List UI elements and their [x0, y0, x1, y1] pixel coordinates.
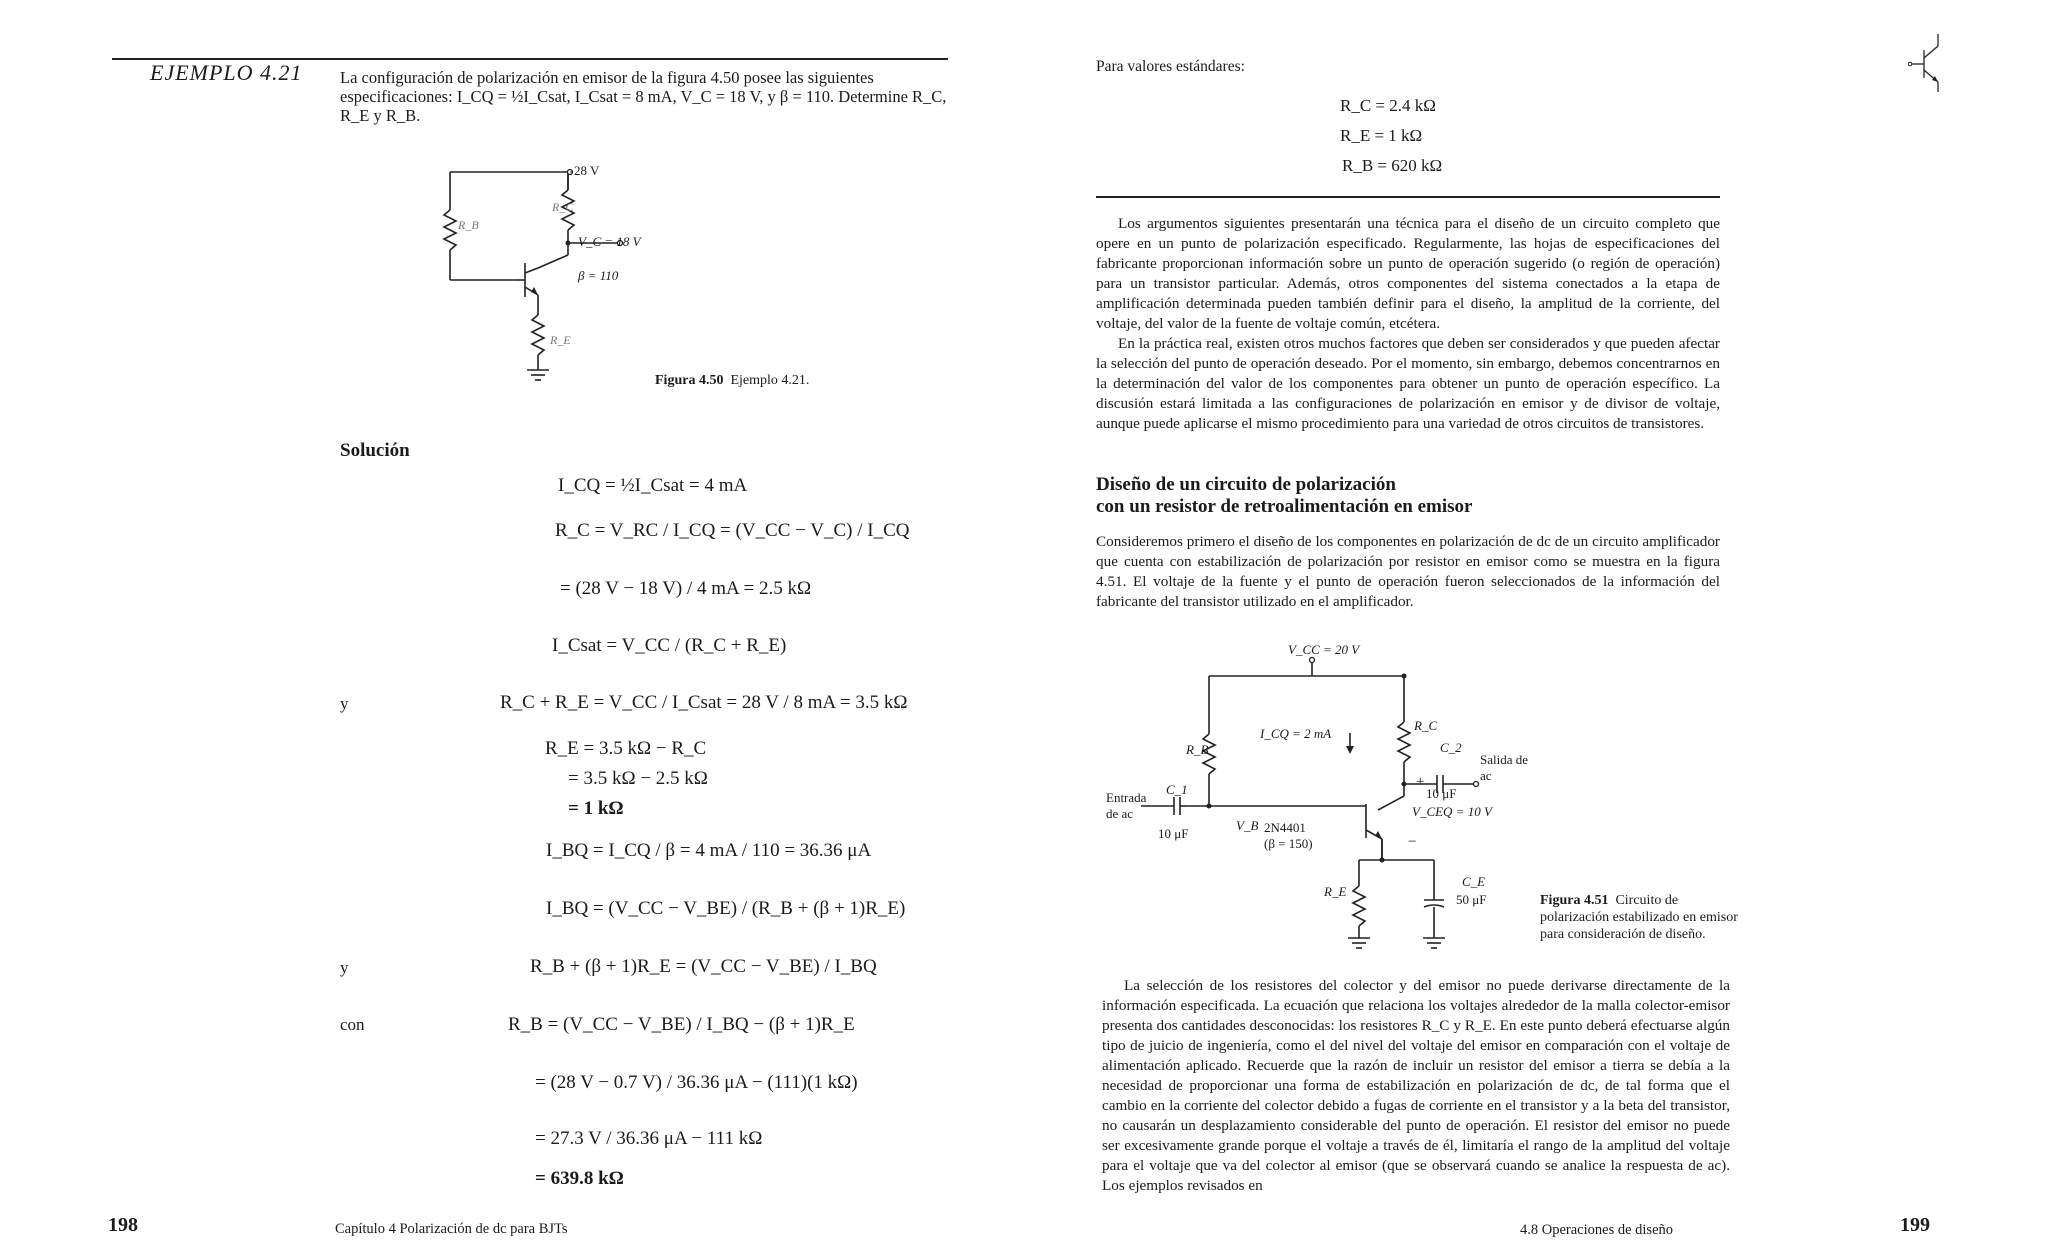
intro-text — [1096, 214, 1720, 434]
side-word-con: con — [340, 1015, 365, 1034]
fig451-transistor-label: 2N4401 — [1264, 820, 1306, 835]
fig451-output-label: Salida de ac — [1480, 752, 1529, 783]
fig450-supply-label: 28 V — [574, 163, 600, 178]
fig451-minus-sign: − — [1408, 834, 1417, 850]
equation-6: R_E = 3.5 kΩ − R_C — [545, 738, 707, 759]
final-paragraph — [1102, 976, 1730, 1196]
equation-5: R_C + R_E = V_CC / I_Csat = 28 V / 8 mA = 3.5 kΩ — [500, 692, 908, 713]
equation-4: I_Csat = V_CC / (R_C + R_E) — [552, 635, 787, 656]
fig450-beta-label: β = 110 — [578, 268, 619, 283]
side-word-y-2: y — [340, 958, 349, 977]
fig451-ce-value: 50 μF — [1456, 892, 1487, 907]
fig451-c1-label: C_1 — [1166, 782, 1188, 797]
standard-value-rc: R_C = 2.4 kΩ — [1340, 96, 1436, 115]
equation-14: = 27.3 V / 36.36 μA − 111 kΩ — [535, 1128, 763, 1149]
equation-11: R_B + (β + 1)R_E = (V_CC − V_BE) / I_BQ — [530, 956, 877, 977]
standard-value-re: R_E = 1 kΩ — [1340, 126, 1423, 145]
section-heading-line-1: Diseño de un circuito de polarización — [1096, 474, 1396, 495]
fig451-input-label: Entrada de ac — [1106, 790, 1147, 821]
section-paragraph: Consideremos primero el diseño de los componentes en polarización de dc de un circuito amplificador que cuenta con estabilización de polarización por resistor en emisor como se muestra en la figura 4.51. El voltaje de la fuente y el punto de operación fueron seleccionados de la información del fabricante del transistor utilizado en el amplificador. — [1096, 533, 1720, 610]
fig451-beta-label: (β = 150) — [1264, 836, 1313, 851]
fig451-re-label: R_E — [1324, 884, 1347, 899]
fig450-rc-label: R_C — [552, 200, 574, 214]
equation-10: I_BQ = (V_CC − V_BE) / (R_B + (β + 1)R_E) — [546, 898, 906, 919]
page-number-right: 199 — [1900, 1214, 1930, 1236]
fig451-c2-label: C_2 — [1440, 740, 1462, 755]
intro-paragraph-2: En la práctica real, existen otros muchos factores que deben ser considerados y que pueden afectar la selección del punto de operación deseado. Por el momento, sin embargo, debemos concentrarnos en la determinación del valor de los componentes para obtener un punto de operación específico. La discusión estará limitada a las configuraciones de polarización en emisor y de divisor de voltaje, aunque puede aplicarse el mismo procedimiento para una variedad de otros circuitos de transistores. — [1096, 335, 1720, 432]
equation-8: = 1 kΩ — [568, 798, 624, 819]
equation-13: = (28 V − 0.7 V) / 36.36 μA − (111)(1 kΩ) — [535, 1072, 858, 1093]
fig451-vb-label: V_B — [1236, 818, 1259, 833]
equation-1: I_CQ = ½I_Csat = 4 mA — [558, 475, 748, 496]
final-paragraph-text: La selección de los resistores del colector y del emisor no puede derivarse directamente de la información especificada. La ecuación que relaciona los voltajes alrededor de la malla colector-emisor presenta dos cantidades desconocidas: los resistores R_C y R_E. En este punto deberá efectuarse algún tipo de juicio de ingeniería, como el del nivel del voltaje del emisor en comparación con el voltaje de alimentación aplicado. Recuerde que la razón de incluir un resistor del emisor a tierra se debía a la necesidad de proporcionar una forma de estabilización en polarización de dc, de tal forma que el cambio en la corriente del colector debido a fugas de corriente en el transistor y a la beta del transistor, no causarán un desplazamiento considerable del punto de operación. El resistor del emisor no puede ser excesivamente grande porque el voltaje a través de él, limitaría el rango de la amplitud del voltaje para el voltaje que va del colector al emisor (que se observará cuando se analice la respuesta de ac). Los ejemplos revisados en — [1102, 977, 1730, 1194]
figure-4-50-circuit — [420, 155, 660, 395]
fig451-ce-label: C_E — [1462, 874, 1486, 889]
section-rule — [1096, 196, 1720, 198]
transistor-corner-icon — [1908, 32, 1948, 96]
side-word-y-1: y — [340, 694, 349, 713]
equation-12: R_B = (V_CC − V_BE) / I_BQ − (β + 1)R_E — [508, 1014, 855, 1035]
standard-values-intro: Para valores estándares: — [1096, 58, 1245, 75]
section-heading — [1096, 474, 1472, 518]
fig451-icq-label: I_CQ = 2 mA — [1260, 726, 1332, 741]
equation-3: = (28 V − 18 V) / 4 mA = 2.5 kΩ — [560, 578, 812, 599]
fig450-re-label: R_E — [550, 333, 571, 347]
example-statement: La configuración de polarización en emisor de la figura 4.50 posee las siguientes especificaciones: I_CQ = ½I_Csat, I_Csat = 8 mA, V_C = 18 V, y β = 110. Determine R_C, R_E y R_B. — [340, 68, 947, 125]
page-number-left: 198 — [108, 1214, 138, 1236]
solution-heading: Solución — [340, 440, 410, 461]
right-page — [1024, 0, 2048, 1244]
footer-left: Capítulo 4 Polarización de dc para BJTs — [335, 1221, 568, 1237]
footer-right: 4.8 Operaciones de diseño — [1520, 1222, 1674, 1238]
equation-2: R_C = V_RC / I_CQ = (V_CC − V_C) / I_CQ — [555, 520, 910, 541]
fig451-vcc-label: V_CC = 20 V — [1288, 642, 1360, 657]
equation-9: I_BQ = I_CQ / β = 4 mA / 110 = 36.36 μA — [546, 840, 872, 861]
fig451-caption-number: Figura 4.51 — [1540, 893, 1609, 908]
intro-paragraph-1: Los argumentos siguientes presentarán una técnica para el diseño de un circuito completo que opere en un punto de polarización especificado. Regularmente, las hojas de especificaciones del fabricante proporcionan información sobre un punto de operación sugerido (o región de operación) para un transistor particular. Además, otros componentes del sistema conectados a la etapa de amplificación determinada pueden también definir para el diseño, la amplitud de la corriente, del voltaje, del valor de la fuente de voltaje común, etcétera. — [1096, 215, 1720, 332]
fig450-vc-label: V_C = 18 V — [578, 234, 641, 249]
figure-4-51-caption — [1540, 892, 1740, 943]
fig451-caption-text: Circuito de polarización estabilizado en emisor para consideración de diseño. — [1540, 893, 1738, 942]
fig451-rb-label: R_B — [1186, 742, 1209, 757]
fig450-caption-number: Figura 4.50 — [655, 373, 724, 388]
example-title: EJEMPLO 4.21 — [150, 60, 303, 85]
section-heading-line-2: con un resistor de retroalimentación en emisor — [1096, 496, 1473, 517]
fig451-plus-sign: + — [1416, 774, 1425, 790]
equation-7: = 3.5 kΩ − 2.5 kΩ — [568, 768, 708, 789]
fig451-rc-label: R_C — [1414, 718, 1438, 733]
figure-4-50-caption — [655, 373, 809, 389]
equation-15: = 639.8 kΩ — [535, 1168, 624, 1189]
fig450-rb-label: R_B — [458, 218, 479, 232]
standard-value-rb: R_B = 620 kΩ — [1342, 156, 1443, 175]
fig450-caption-text: Ejemplo 4.21. — [730, 373, 810, 388]
fig451-vceq-label: V_CEQ = 10 V — [1412, 804, 1492, 819]
fig451-c1-value: 10 μF — [1158, 826, 1189, 841]
fig451-c2-value: 10 μF — [1426, 786, 1457, 801]
